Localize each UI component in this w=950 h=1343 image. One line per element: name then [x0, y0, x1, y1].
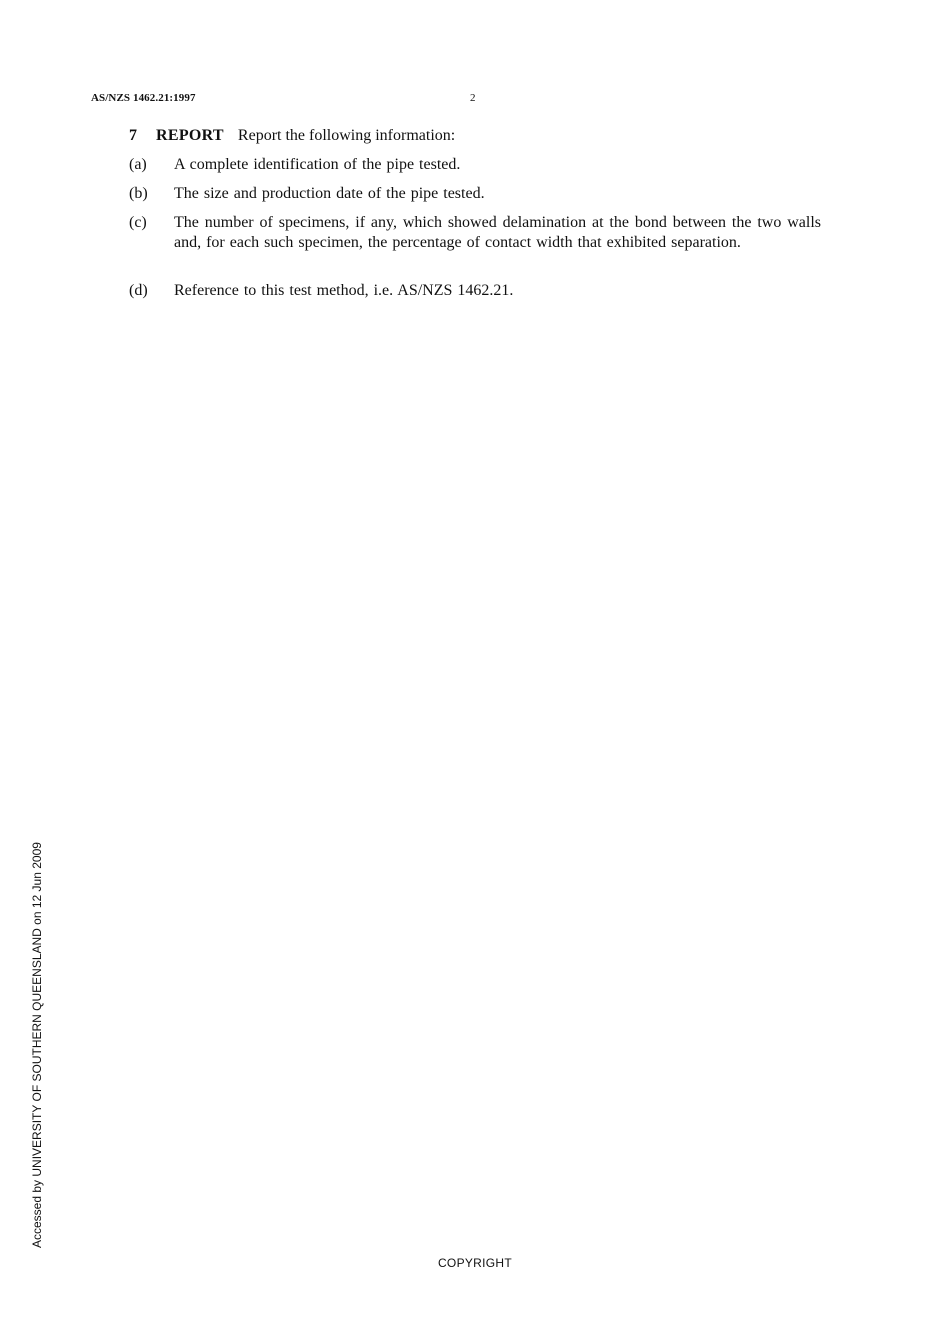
section-title: REPORT	[156, 127, 224, 144]
page-number: 2	[470, 92, 476, 104]
list-item-label: (a)	[129, 156, 147, 173]
copyright-footer: COPYRIGHT	[437, 1256, 513, 1270]
standard-code: AS/NZS 1462.21:1997	[91, 92, 196, 104]
list-item	[129, 213, 821, 253]
list-item	[129, 184, 821, 204]
list-item	[129, 155, 821, 175]
section-intro: Report the following information:	[237, 127, 456, 144]
list-item-label: (c)	[129, 214, 147, 231]
list-item	[129, 281, 821, 301]
access-notice: Accessed by UNIVERSITY OF SOUTHERN QUEENSLAND on 12 Jun 2009	[30, 842, 44, 1248]
section-number: 7	[129, 127, 137, 144]
list-item-text: A complete identification of the pipe tested.	[174, 156, 461, 173]
list-item-text: The number of specimens, if any, which showed delamination at the bond between the two walls and, for each such specimen, the percentage of contact width that exhibited separation.	[174, 214, 821, 251]
list-item-label: (b)	[129, 185, 148, 202]
list-item-label: (d)	[129, 282, 148, 299]
list-item-text: Reference to this test method, i.e. AS/NZS 1462.21.	[174, 282, 514, 299]
section-heading	[129, 126, 455, 146]
list-item-text: The size and production date of the pipe tested.	[174, 185, 485, 202]
